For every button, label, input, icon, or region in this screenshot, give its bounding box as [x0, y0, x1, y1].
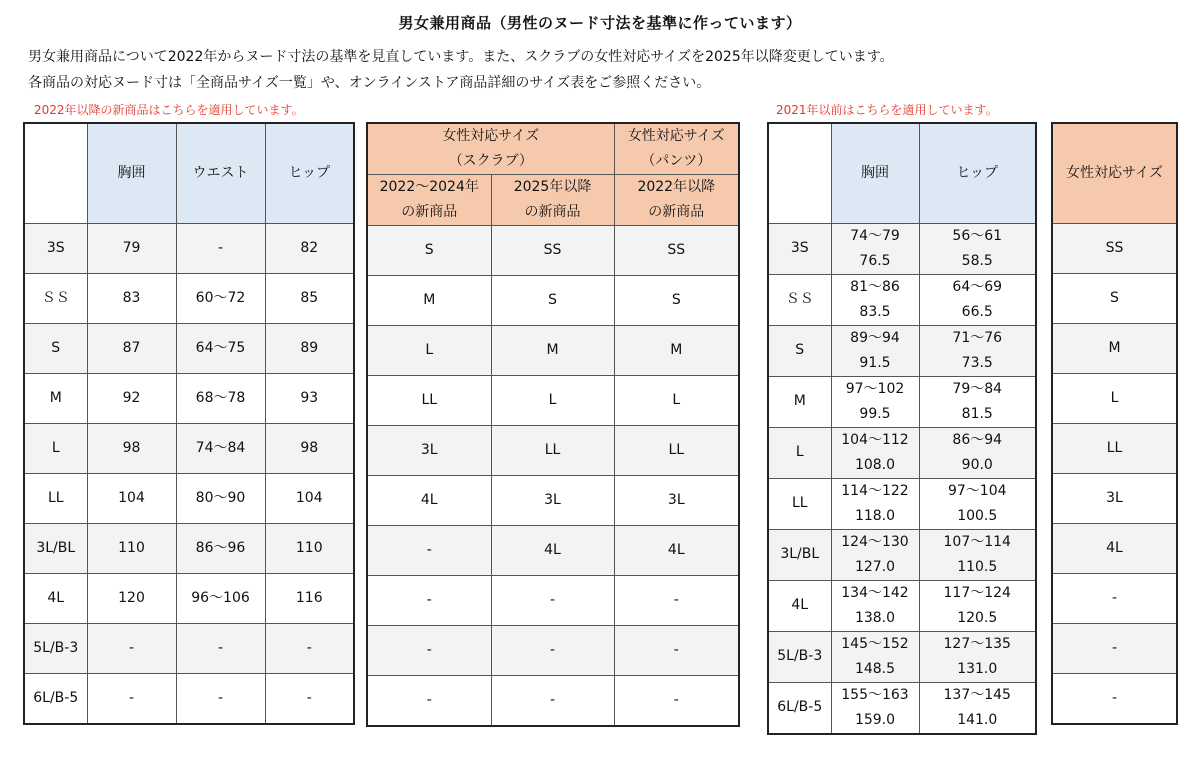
chest-value: 120 — [87, 573, 176, 623]
size-label: ＳＳ — [24, 273, 87, 323]
old-hip-range: 56～61 — [952, 227, 1003, 244]
pants-2022-size: S — [614, 276, 739, 326]
old-size-label: LL — [768, 478, 831, 529]
main-size-table — [23, 122, 355, 725]
old-women-size: - — [1052, 673, 1177, 724]
header-pants-line1: 女性対応サイズ — [627, 128, 725, 144]
subheader-c-line2: の新商品 — [648, 204, 705, 220]
scrub-2022-2024-size: M — [367, 276, 491, 326]
old-chest — [831, 580, 919, 631]
old-hip — [919, 529, 1036, 580]
old-header-hip: ヒップ — [919, 123, 1036, 223]
old-hip-midpoint: 90.0 — [961, 456, 993, 473]
old-chest-midpoint: 76.5 — [859, 252, 891, 269]
old-women-size: - — [1052, 623, 1177, 673]
old-hip-midpoint: 81.5 — [961, 405, 993, 422]
table-row — [1052, 373, 1177, 423]
old-women-size: 3L — [1052, 473, 1177, 523]
old-hip-midpoint: 131.0 — [957, 660, 998, 677]
scrub-2025-size: L — [491, 376, 614, 426]
old-chest-range: 124～130 — [841, 533, 909, 550]
old-chest-midpoint: 108.0 — [854, 456, 896, 473]
table-row — [367, 376, 739, 426]
old-hip-midpoint: 58.5 — [961, 252, 993, 269]
table-row — [367, 576, 739, 626]
waist-value: 96～106 — [176, 573, 265, 623]
table-row — [367, 476, 739, 526]
table-row — [1052, 323, 1177, 373]
old-women-size: LL — [1052, 423, 1177, 473]
scrub-2025-size: LL — [491, 426, 614, 476]
old-chest-midpoint: 99.5 — [859, 405, 891, 422]
old-hip — [919, 478, 1036, 529]
scrub-2025-size: - — [491, 626, 614, 676]
scrub-2025-size: 4L — [491, 526, 614, 576]
old-chest-midpoint: 159.0 — [854, 711, 896, 728]
scrub-2022-2024-size: LL — [367, 376, 491, 426]
old-chest-range: 114～122 — [841, 482, 909, 499]
header-scrub-line1: 女性対応サイズ — [442, 128, 540, 144]
old-hip — [919, 631, 1036, 682]
chest-value: 79 — [87, 223, 176, 273]
size-label: 3S — [24, 223, 87, 273]
old-hip-range: 79～84 — [952, 380, 1003, 397]
header-waist: ウエスト — [176, 123, 265, 223]
old-hip-range: 86～94 — [952, 431, 1003, 448]
hip-value: 110 — [265, 523, 354, 573]
scrub-2025-size: - — [491, 676, 614, 727]
scrub-2022-2024-size: - — [367, 676, 491, 727]
chest-value: 87 — [87, 323, 176, 373]
hip-value: 85 — [265, 273, 354, 323]
old-hip-midpoint: 66.5 — [961, 303, 993, 320]
old-size-label: 3S — [768, 223, 831, 274]
scrub-2025-size: - — [491, 576, 614, 626]
table-row — [768, 274, 1036, 325]
pants-2022-size: 3L — [614, 476, 739, 526]
hip-value: 104 — [265, 473, 354, 523]
waist-value: 74～84 — [176, 423, 265, 473]
table-row — [1052, 423, 1177, 473]
intro-line-2: 各商品の対応ヌード寸は「全商品サイズ一覧」や、オンラインストア商品詳細のサイズ表をご参照ください。 — [28, 75, 711, 91]
old-size-label: 5L/B-3 — [768, 631, 831, 682]
table-row — [24, 223, 354, 273]
old-hip-range: 71～76 — [952, 329, 1003, 346]
old-hip — [919, 682, 1036, 734]
table-row — [1052, 523, 1177, 573]
table-row — [24, 623, 354, 673]
size-label: LL — [24, 473, 87, 523]
table-row — [1052, 273, 1177, 323]
old-hip — [919, 427, 1036, 478]
size-header-empty — [24, 123, 87, 223]
hip-value: 89 — [265, 323, 354, 373]
old-chest — [831, 631, 919, 682]
old-hip-range: 107～114 — [943, 533, 1011, 550]
table-row — [24, 273, 354, 323]
scrub-2022-2024-size: L — [367, 326, 491, 376]
old-chest — [831, 427, 919, 478]
table-row — [367, 626, 739, 676]
old-chest-midpoint: 83.5 — [859, 303, 891, 320]
intro-line-1: 男女兼用商品について2022年からヌード寸法の基準を見直しています。また、スクラブの女性対応サイズを2025年以降変更しています。 — [28, 49, 894, 65]
size-label: 5L/B-3 — [24, 623, 87, 673]
table-row — [367, 526, 739, 576]
old-chest-range: 89～94 — [850, 329, 900, 346]
chest-value: - — [87, 673, 176, 724]
pants-2022-size: SS — [614, 226, 739, 276]
waist-value: 80～90 — [176, 473, 265, 523]
table-row — [24, 423, 354, 473]
hip-value: - — [265, 623, 354, 673]
old-hip — [919, 376, 1036, 427]
old-hip — [919, 580, 1036, 631]
old-chest — [831, 325, 919, 376]
scrub-2022-2024-size: - — [367, 576, 491, 626]
old-chest-range: 155～163 — [841, 686, 909, 703]
old-hip — [919, 223, 1036, 274]
old-size-label: 6L/B-5 — [768, 682, 831, 734]
waist-value: 86～96 — [176, 523, 265, 573]
old-size-header-empty — [768, 123, 831, 223]
subheader-c-line1: 2022年以降 — [637, 179, 716, 195]
chest-value: 92 — [87, 373, 176, 423]
note-old-products: 2021年以前はこちらを適用しています。 — [776, 103, 998, 117]
old-hip-midpoint: 100.5 — [957, 507, 998, 524]
old-women-size: L — [1052, 373, 1177, 423]
hip-value: 116 — [265, 573, 354, 623]
old-size-label: 4L — [768, 580, 831, 631]
old-size-label: S — [768, 325, 831, 376]
subheader-b-line2: の新商品 — [524, 204, 581, 220]
old-header-chest: 胸囲 — [831, 123, 919, 223]
pants-2022-size: - — [614, 576, 739, 626]
pants-2022-size: LL — [614, 426, 739, 476]
old-hip — [919, 325, 1036, 376]
table-row — [768, 631, 1036, 682]
table-row — [24, 373, 354, 423]
subheader-b-line1: 2025年以降 — [513, 179, 592, 195]
old-size-label: 3L/BL — [768, 529, 831, 580]
old-chest — [831, 529, 919, 580]
waist-value: 60～72 — [176, 273, 265, 323]
table-row — [1052, 573, 1177, 623]
note-new-products: 2022年以降の新商品はこちらを適用しています。 — [34, 103, 304, 117]
old-size-table — [767, 122, 1037, 735]
old-chest — [831, 223, 919, 274]
old-women-size: M — [1052, 323, 1177, 373]
table-row — [24, 523, 354, 573]
table-row — [24, 573, 354, 623]
table-row — [367, 426, 739, 476]
chest-value: 110 — [87, 523, 176, 573]
old-chest-range: 97～102 — [845, 380, 905, 397]
table-row — [768, 223, 1036, 274]
size-label: 3L/BL — [24, 523, 87, 573]
pants-2022-size: 4L — [614, 526, 739, 576]
old-chest-range: 74～79 — [850, 227, 900, 244]
old-chest — [831, 682, 919, 734]
hip-value: 82 — [265, 223, 354, 273]
scrub-2025-size: 3L — [491, 476, 614, 526]
subheader-a-line1: 2022～2024年 — [379, 179, 479, 195]
old-women-size: SS — [1052, 223, 1177, 273]
old-hip-range: 97～104 — [947, 482, 1007, 499]
header-scrub — [367, 123, 614, 175]
women-size-table — [366, 122, 740, 727]
table-row — [367, 226, 739, 276]
old-chest-midpoint: 127.0 — [854, 558, 896, 575]
old-chest-midpoint: 91.5 — [859, 354, 891, 371]
chest-value: 98 — [87, 423, 176, 473]
old-hip-range: 117～124 — [943, 584, 1011, 601]
subheader-2022-2024 — [367, 175, 491, 226]
waist-value: - — [176, 223, 265, 273]
waist-value: 68～78 — [176, 373, 265, 423]
waist-value: 64～75 — [176, 323, 265, 373]
old-chest-range: 81～86 — [850, 278, 900, 295]
header-scrub-line2: （スクラブ） — [448, 153, 533, 169]
chest-value: 104 — [87, 473, 176, 523]
subheader-pants-2022 — [614, 175, 739, 226]
chest-value: - — [87, 623, 176, 673]
old-chest-midpoint: 138.0 — [854, 609, 896, 626]
table-row — [24, 673, 354, 724]
table-row — [768, 376, 1036, 427]
old-women-size: - — [1052, 573, 1177, 623]
old-hip-midpoint: 141.0 — [957, 711, 998, 728]
old-women-size-table — [1051, 122, 1178, 725]
header-pants-line2: （パンツ） — [641, 153, 712, 169]
table-row — [24, 473, 354, 523]
old-hip-range: 137～145 — [943, 686, 1011, 703]
table-row — [1052, 673, 1177, 724]
old-women-size: 4L — [1052, 523, 1177, 573]
scrub-2022-2024-size: 4L — [367, 476, 491, 526]
table-row — [1052, 473, 1177, 523]
table-row — [768, 427, 1036, 478]
header-chest: 胸囲 — [87, 123, 176, 223]
scrub-2025-size: SS — [491, 226, 614, 276]
old-size-label: L — [768, 427, 831, 478]
old-hip-midpoint: 110.5 — [957, 558, 998, 575]
old-women-header: 女性対応サイズ — [1052, 123, 1177, 223]
page-title: 男女兼用商品（男性のヌード寸法を基準に作っています） — [398, 14, 802, 32]
old-hip — [919, 274, 1036, 325]
size-label: 4L — [24, 573, 87, 623]
hip-value: 93 — [265, 373, 354, 423]
table-row — [768, 580, 1036, 631]
table-row — [1052, 623, 1177, 673]
old-chest-midpoint: 148.5 — [854, 660, 896, 677]
size-label: L — [24, 423, 87, 473]
old-size-label: ＳＳ — [768, 274, 831, 325]
size-label: M — [24, 373, 87, 423]
size-label: 6L/B-5 — [24, 673, 87, 724]
scrub-2022-2024-size: - — [367, 626, 491, 676]
hip-value: - — [265, 673, 354, 724]
waist-value: - — [176, 673, 265, 724]
old-chest-range: 104～112 — [841, 431, 909, 448]
pants-2022-size: M — [614, 326, 739, 376]
old-chest-midpoint: 118.0 — [854, 507, 896, 524]
old-chest-range: 145～152 — [841, 635, 909, 652]
pants-2022-size: - — [614, 676, 739, 727]
scrub-2025-size: S — [491, 276, 614, 326]
table-row — [1052, 223, 1177, 273]
old-size-label: M — [768, 376, 831, 427]
table-row — [768, 478, 1036, 529]
old-chest — [831, 274, 919, 325]
size-label: S — [24, 323, 87, 373]
table-row — [768, 325, 1036, 376]
old-hip-midpoint: 73.5 — [961, 354, 993, 371]
scrub-2022-2024-size: S — [367, 226, 491, 276]
hip-value: 98 — [265, 423, 354, 473]
chest-value: 83 — [87, 273, 176, 323]
scrub-2025-size: M — [491, 326, 614, 376]
old-chest — [831, 478, 919, 529]
waist-value: - — [176, 623, 265, 673]
table-row — [367, 276, 739, 326]
table-row — [24, 323, 354, 373]
table-row — [367, 326, 739, 376]
table-row — [367, 676, 739, 727]
header-hip: ヒップ — [265, 123, 354, 223]
old-women-size: S — [1052, 273, 1177, 323]
scrub-2022-2024-size: - — [367, 526, 491, 576]
table-row — [768, 682, 1036, 734]
subheader-a-line2: の新商品 — [401, 204, 458, 220]
old-hip-midpoint: 120.5 — [957, 609, 998, 626]
pants-2022-size: - — [614, 626, 739, 676]
old-hip-range: 64～69 — [952, 278, 1003, 295]
table-row — [768, 529, 1036, 580]
scrub-2022-2024-size: 3L — [367, 426, 491, 476]
old-hip-range: 127～135 — [943, 635, 1011, 652]
header-pants — [614, 123, 739, 175]
pants-2022-size: L — [614, 376, 739, 426]
old-chest — [831, 376, 919, 427]
old-chest-range: 134～142 — [841, 584, 909, 601]
subheader-2025 — [491, 175, 614, 226]
